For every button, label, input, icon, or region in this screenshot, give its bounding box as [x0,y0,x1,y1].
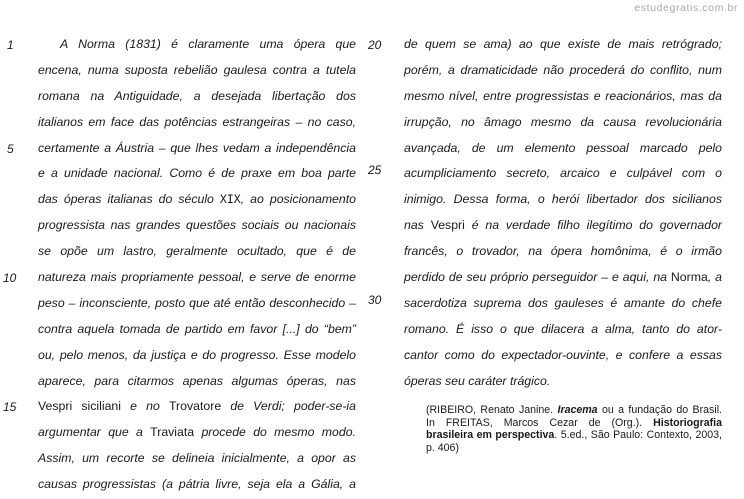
text-line: porém, a dramaticidade não procederá do conflito, num [404,62,722,77]
text-line: mesmo nível, entre progressistas e reacionários, mas da [404,88,722,103]
opera-title: Norma [670,270,708,285]
text-line: natureza mais propriamente pessoal, e serve de enorme [38,270,356,285]
text-column-left [38,32,356,498]
line-number-30: 30 [368,293,382,307]
text-line: se opõe um lastro, geralmente ocultado, que é de [38,244,356,259]
text-line: progressista nas grandes questões sociais ou nacionais [38,218,356,233]
opera-title: Vespri [430,218,465,233]
line-number-5: 5 [7,142,14,156]
text-line: A Norma (1831) é claramente uma ópera que [60,37,357,51]
citation: (RIBEIRO, Renato Janine. Iracema ou a fundação do Brasil. In FREITAS, Marcos Cezar de (Org.). Historiografia brasileira em perspectiva. 5.ed., São Paulo: Contexto, 2003, p. 406) [426,404,722,454]
opera-title: Traviata [150,425,195,440]
text-line: irrupção, no âmago mesmo da causa revolucionária [404,114,722,129]
text-line: Vespri siciliani e no Trovatore de Verdi; poder-se-ia [38,399,356,414]
text-line: de quem se ama) ao que existe de mais retrógrado; [404,37,722,51]
text-line: perdido de seu próprio perseguidor – e aqui, na Norma, a [404,270,722,285]
line-number-25: 25 [368,163,382,177]
roman-numeral-century: XIX [219,192,241,207]
text-line: e a unidade nacional. Como é de praxe em boa parte [38,166,356,181]
text-line: ou, pelo menos, da justiça e do progresso. Esse modelo [38,347,356,362]
text-line: das óperas italianas do século XIX, ao posicionamento [38,192,356,207]
opera-title: Trovatore [169,399,222,414]
line-number-1: 1 [7,38,14,52]
text-column-right [404,32,722,394]
opera-title: Vespri siciliani [38,399,121,414]
text-line: argumentar que a Traviata procede do mesmo modo. [38,425,356,440]
text-line: italianos em face das potências estrangeiras – no caso, [38,114,356,129]
text-line: causas progressistas (a pátria livre, seja ela a Gália, a [38,477,356,492]
line-number-10: 10 [3,271,17,285]
text-line: cantor como do expectador-ouvinte, e confere a essas [404,347,722,362]
citation-work-title: Iracema [557,404,598,416]
text-line: inimigo. Dessa forma, o herói libertador dos sicilianos [404,192,722,207]
text-line: romana na Antiguidade, a desejada libertação dos [38,88,356,103]
citation-book-title: Historiografia brasileira em perspectiva [426,416,722,442]
text-line: encena, numa suposta rebelião gaulesa contra a tutela [38,62,356,77]
text-line: sacerdotiza suprema dos gauleses é amante do chefe [404,295,722,310]
text-line: nas Vespri é na verdade filho ilegítimo do governador [404,218,723,233]
text-line: óperas seu caráter trágico. [404,373,551,388]
text-line: certamente a Áustria – que lhes vedam a independência [38,140,356,155]
text-line: contra aquela tomada de partido em favor [...] do “bem” [38,321,356,336]
text-line: Assim, um recorte se delineia inicialmente, a opor as [38,451,356,466]
text-line: avançada, de um elemento pessoal marcado pelo [404,140,722,155]
text-line: aparece, para citarmos apenas algumas óperas, nas [38,373,356,388]
line-number-15: 15 [3,400,17,414]
text-line: peso – inconsciente, posto que até então desconhecido – [38,295,356,310]
line-number-20: 20 [368,38,382,52]
text-line: romano. É isso o que dilacera a alma, tanto do ator- [404,321,722,336]
site-watermark: estudegratis.com.br [634,2,738,14]
text-line: acumpliciamento secreto, arcaico e culpável com o [404,166,722,181]
text-line: francês, o trovador, na ópera homônima, é o irmão [404,244,722,259]
